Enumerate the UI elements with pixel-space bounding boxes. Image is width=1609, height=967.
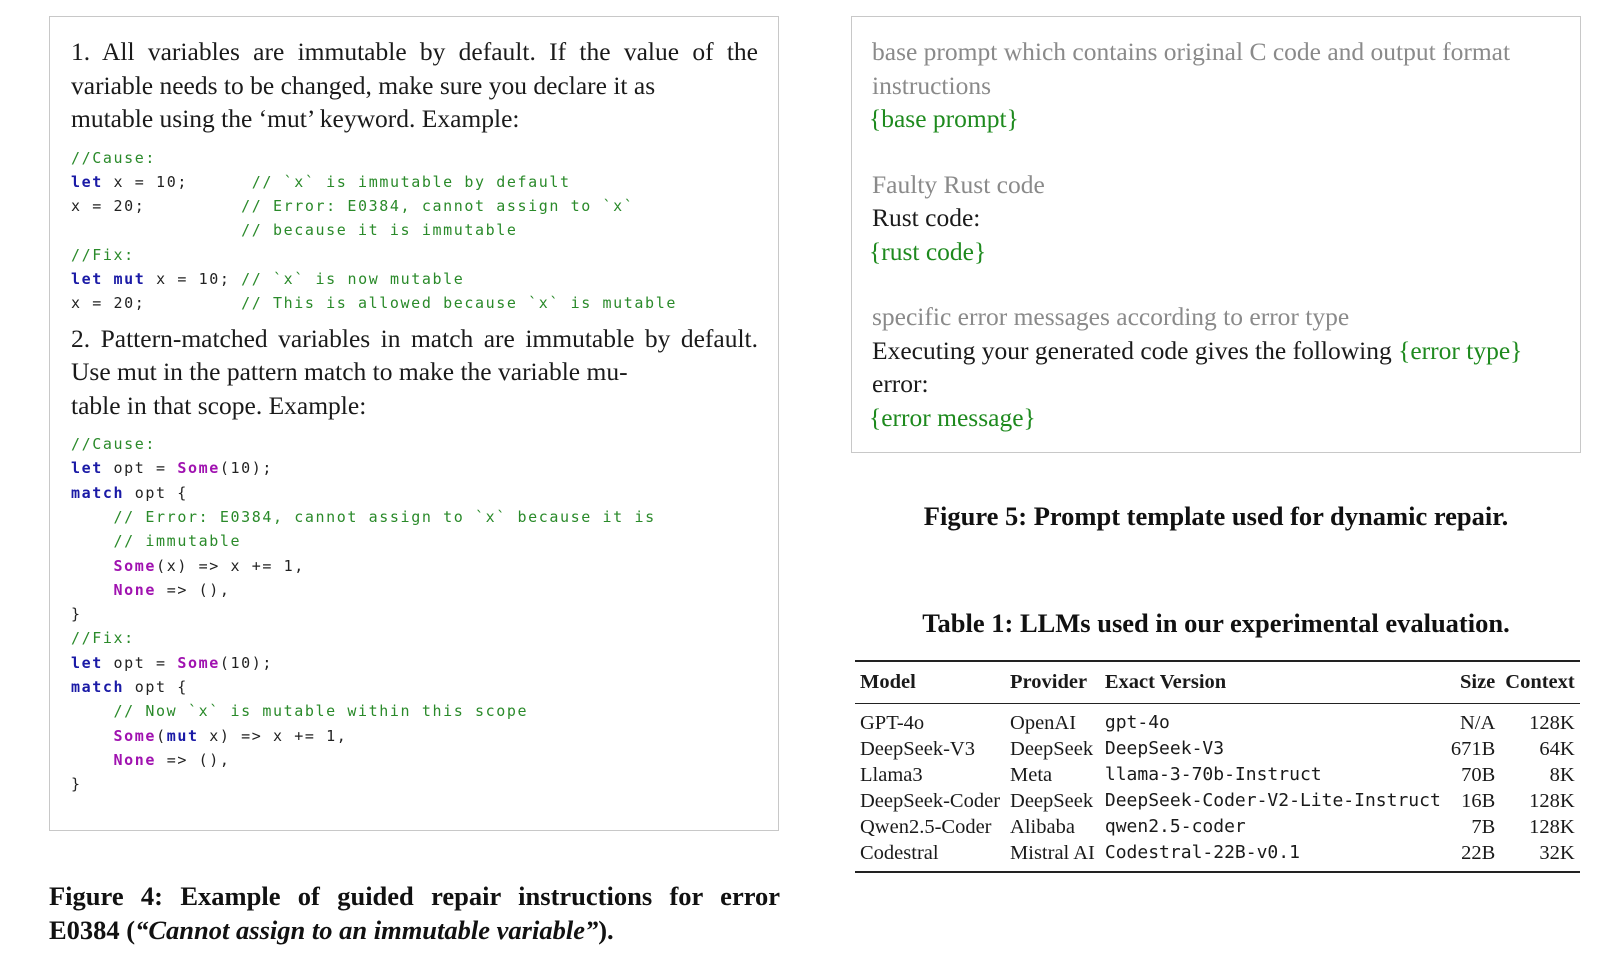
base-prompt-note: base prompt which contains original C code and output format instructions <box>872 37 1511 100</box>
code-line: let opt = Some(10); <box>71 459 274 478</box>
error-label: error: <box>872 369 929 398</box>
table-row <box>855 814 1580 840</box>
figure-4-caption-prefix: E0384 ( <box>49 914 136 945</box>
cell-context: 32K <box>1539 842 1575 864</box>
table-row <box>855 840 1580 872</box>
cell-context: 128K <box>1529 790 1575 812</box>
header-provider: Provider <box>1010 671 1088 693</box>
cell-model: GPT-4o <box>860 712 925 734</box>
cell-provider: Meta <box>1010 764 1053 786</box>
code-line: None => (), <box>113 750 231 769</box>
cell-size: 70B <box>1461 764 1496 786</box>
cell-provider: DeepSeek <box>1010 790 1094 812</box>
cell-model: DeepSeek-Coder <box>860 790 1001 812</box>
cell-model: Llama3 <box>860 764 923 786</box>
code-example-2 <box>71 432 758 796</box>
table-body <box>855 704 1580 873</box>
rust-code-placeholder: {rust code} <box>869 236 987 266</box>
code-line: //Cause: <box>71 435 157 454</box>
rust-code-label: Rust code: <box>872 203 981 232</box>
table-row <box>855 704 1580 737</box>
cell-exact-version: Codestral-22B-v0.1 <box>1104 842 1300 863</box>
instruction-1 <box>71 35 758 136</box>
figure-4-caption-suffix: ). <box>598 914 614 945</box>
header-context: Context <box>1505 671 1575 693</box>
cell-exact-version: gpt-4o <box>1104 712 1170 733</box>
instruction-2-text: 2. Pattern-matched variables in match are immutable by default. Use mut in the pattern match to make the variable mu- <box>71 323 758 387</box>
table-row <box>855 788 1580 814</box>
cell-size: 671B <box>1450 738 1496 760</box>
cell-size: N/A <box>1459 712 1496 734</box>
cell-size: 7B <box>1471 816 1496 838</box>
figure-4-caption-italic: “Cannot assign to an immutable variable” <box>135 914 599 945</box>
figure-4-caption-line-1: Figure 4: Example of guided repair instructions for error <box>49 881 780 911</box>
code-line: match opt { <box>71 678 188 697</box>
cell-size: 16B <box>1461 790 1496 812</box>
base-prompt-placeholder: {base prompt} <box>869 104 1019 133</box>
llm-table <box>855 660 1580 873</box>
cell-model: Qwen2.5-Coder <box>860 816 992 838</box>
executing-text: Executing your generated code gives the following <box>872 335 1399 365</box>
instruction-1-last-line: mutable using the ‘mut’ keyword. Example: <box>71 104 520 133</box>
code-line: // because it is immutable <box>241 221 518 240</box>
figure-4-box <box>49 16 779 831</box>
faulty-rust-note: Faulty Rust code <box>872 169 1045 199</box>
cell-exact-version: qwen2.5-coder <box>1104 816 1246 837</box>
cell-exact-version: DeepSeek-Coder-V2-Lite-Instruct <box>1104 790 1441 811</box>
cell-provider: DeepSeek <box>1010 738 1094 760</box>
error-type-placeholder: {error type} <box>1398 335 1523 365</box>
code-line: } <box>71 775 82 794</box>
error-messages-note: specific error messages according to error type <box>872 302 1350 331</box>
code-line: None => (), <box>113 580 231 599</box>
table-row <box>855 736 1580 762</box>
code-line: // Error: E0384, cannot assign to `x` because it is <box>113 507 656 526</box>
code-line: match opt { <box>71 483 188 502</box>
code-line: x = 20; // This is allowed because `x` is mutable <box>71 294 677 313</box>
cell-context: 128K <box>1529 712 1575 734</box>
code-line: } <box>71 605 82 624</box>
cell-exact-version: DeepSeek-V3 <box>1104 738 1225 759</box>
code-line: let opt = Some(10); <box>71 653 274 672</box>
cell-model: DeepSeek-V3 <box>860 738 975 760</box>
code-line: let mut x = 10; // `x` is now mutable <box>71 269 465 288</box>
cell-provider: Alibaba <box>1010 816 1075 838</box>
instruction-2-last-line: table in that scope. Example: <box>71 390 367 420</box>
code-line: //Fix: <box>71 245 135 264</box>
figure-5-caption: Figure 5: Prompt template used for dynamic repair. <box>923 501 1509 531</box>
cell-exact-version: llama-3-70b-Instruct <box>1104 764 1322 785</box>
cell-model: Codestral <box>860 842 939 864</box>
figure-5-box <box>851 16 1581 453</box>
executing-line <box>872 334 1562 368</box>
code-line: //Fix: <box>71 629 135 648</box>
code-line: let x = 10; // `x` is immutable by default <box>71 172 571 191</box>
cell-context: 128K <box>1529 816 1575 838</box>
code-line: // Now `x` is mutable within this scope <box>113 702 529 721</box>
instruction-1-text: 1. All variables are immutable by default. If the value of the variable needs to be changed, make sure you declare it as <box>71 37 758 100</box>
code-line: x = 20; // Error: E0384, cannot assign to `x` <box>71 197 635 216</box>
cell-provider: OpenAI <box>1010 712 1077 734</box>
code-line: // immutable <box>113 532 242 551</box>
error-message-placeholder: {error message} <box>869 402 1036 432</box>
header-size: Size <box>1459 671 1496 693</box>
cell-provider: Mistral AI <box>1010 842 1095 864</box>
instruction-2 <box>71 322 758 423</box>
figure-4-caption <box>49 880 780 947</box>
header-model: Model <box>860 671 916 693</box>
table-1-caption: Table 1: LLMs used in our experimental evaluation. <box>922 608 1510 638</box>
cut-off-body-text <box>845 952 1585 967</box>
cell-context: 64K <box>1539 738 1575 760</box>
cell-context: 8K <box>1549 764 1575 786</box>
code-line: Some(x) => x += 1, <box>113 556 305 575</box>
header-exact-version: Exact Version <box>1104 671 1227 693</box>
code-example-1 <box>71 146 758 316</box>
table-header-row <box>855 661 1580 704</box>
cell-size: 22B <box>1461 842 1496 864</box>
code-line: Some(mut x) => x += 1, <box>113 726 348 745</box>
table-row <box>855 762 1580 788</box>
code-line: //Cause: <box>71 148 157 167</box>
